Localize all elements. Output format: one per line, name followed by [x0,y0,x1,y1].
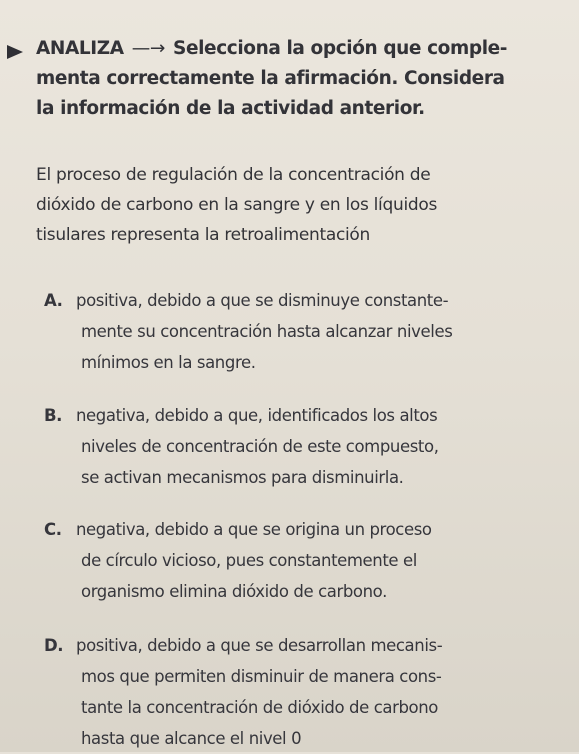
instruction-line-3: la información de la actividad anterior. [36,98,425,119]
option-letter: A. [44,291,63,310]
instruction-line-2: menta correctamente la afirmación. Considera [36,68,505,89]
instruction-block [36,34,566,124]
option-letter: C. [44,520,62,539]
arrow-icon: —→ [131,38,165,59]
option-text-line: negativa, debido a que se origina un proceso [76,520,432,539]
option-a[interactable] [44,285,562,378]
statement-line-3: tisulares representa la retroalimentación [36,225,371,245]
statement-line-1: El proceso de regulación de la concentración de [36,165,431,185]
instruction-line-1: Selecciona la opción que comple- [173,38,508,59]
bullet-arrow-icon [4,43,26,61]
option-text-line: hasta que alcance el nivel 0 [81,729,302,748]
option-letter: D. [44,636,64,655]
option-text-line: positiva, debido a que se disminuye constante- [76,291,449,310]
option-b[interactable] [44,400,562,493]
option-text-line: se activan mecanismos para disminuirla. [81,468,404,487]
statement-line-2: dióxido de carbono en la sangre y en los líquidos [36,195,438,215]
option-text-line: niveles de concentración de este compuesto, [81,437,439,456]
option-text-line: tante la concentración de dióxido de carbono [81,698,439,717]
instruction-label: ANALIZA [36,38,124,59]
option-c[interactable] [44,514,562,607]
option-text-line: mente su concentración hasta alcanzar niveles [81,322,453,341]
option-text-line: de círculo vicioso, pues constantemente el [81,551,417,570]
question-statement [36,160,566,250]
option-text-line: positiva, debido a que se desarrollan mecanis- [76,636,443,655]
option-text-line: organismo elimina dióxido de carbono. [81,582,387,601]
option-d[interactable] [44,630,562,754]
option-letter: B. [44,406,63,425]
option-text-line: negativa, debido a que, identificados los altos [76,406,438,425]
option-text-line: mínimos en la sangre. [81,353,256,372]
option-text-line: mos que permiten disminuir de manera cons- [81,667,442,686]
